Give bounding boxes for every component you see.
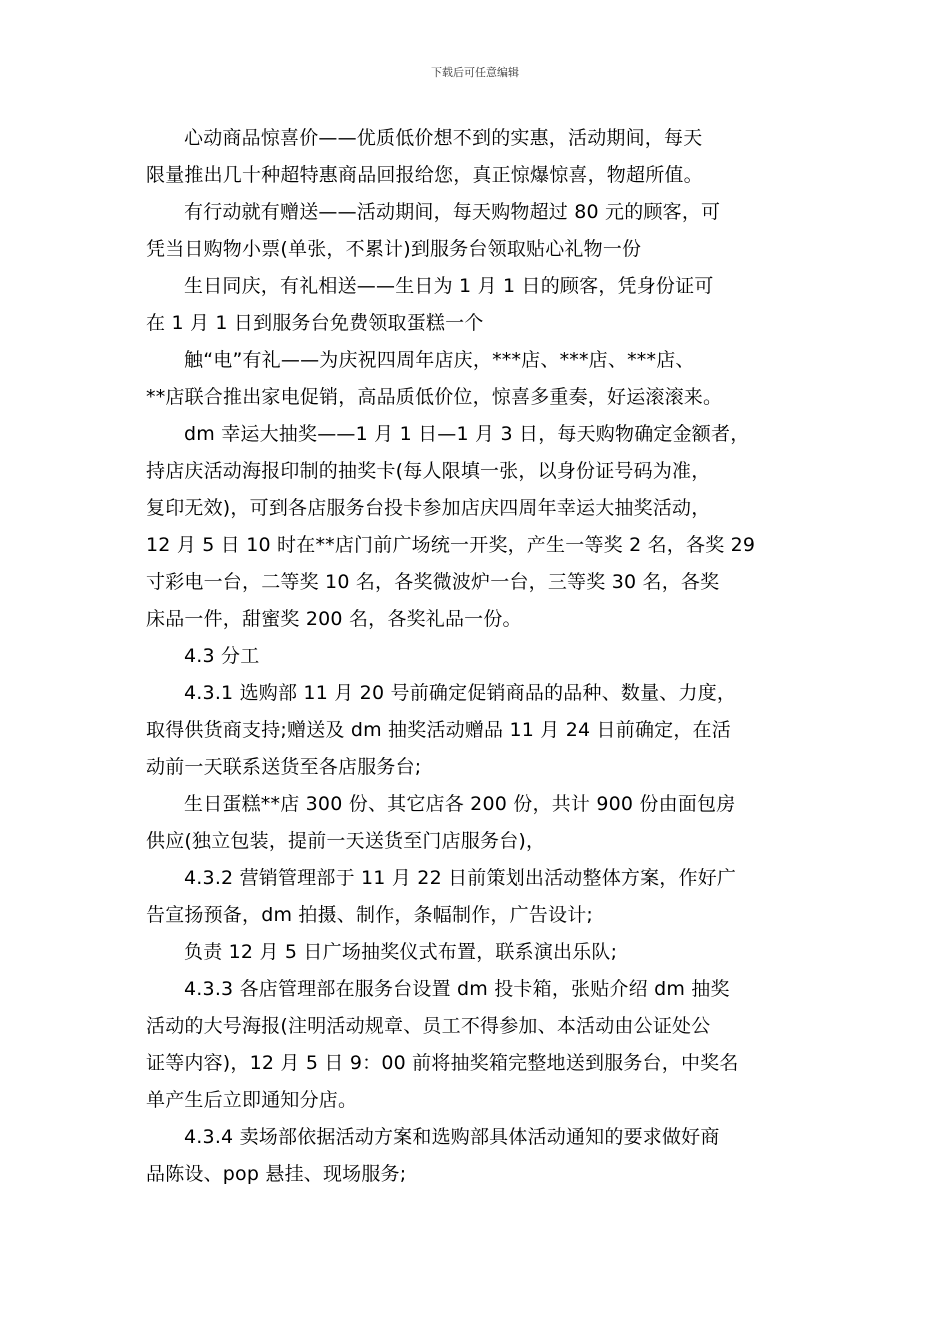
paragraph-line: 触“电”有礼——为庆祝四周年店庆，***店、***店、***店、 xyxy=(184,349,695,371)
paragraph xyxy=(146,342,816,416)
paragraph xyxy=(146,268,816,342)
paragraph-line: 4.3.3 各店管理部在服务台设置 dm 投卡箱，张贴介绍 dm 抽奖 xyxy=(184,978,730,1000)
paragraph-line: 有行动就有赠送——活动期间，每天购物超过 80 元的顾客，可 xyxy=(184,201,721,223)
paragraph-line: 单产生后立即通知分店。 xyxy=(146,1089,358,1111)
paragraph xyxy=(146,120,816,194)
paragraph-line: 取得供货商支持;赠送及 dm 抽奖活动赠品 11 月 24 日前确定，在活 xyxy=(146,719,731,741)
paragraph-line: 4.3.4 卖场部依据活动方案和选购部具体活动通知的要求做好商 xyxy=(184,1126,720,1148)
paragraph xyxy=(146,860,816,934)
paragraph xyxy=(146,971,816,1119)
paragraph-line: 4.3 分工 xyxy=(184,645,260,667)
paragraph-line: 证等内容)，12 月 5 日 9：00 前将抽奖箱完整地送到服务台，中奖名 xyxy=(146,1052,739,1074)
paragraph xyxy=(146,1119,816,1193)
paragraph xyxy=(146,786,816,860)
paragraph xyxy=(146,934,816,971)
paragraph-line: 寸彩电一台，二等奖 10 名，各奖微波炉一台，三等奖 30 名，各奖 xyxy=(146,571,720,593)
paragraph xyxy=(146,638,816,675)
paragraph-line: 动前一天联系送货至各店服务台; xyxy=(146,756,422,778)
paragraph xyxy=(146,416,816,638)
paragraph-line: 生日同庆，有礼相送——生日为 1 月 1 日的顾客，凭身份证可 xyxy=(184,275,714,297)
paragraph-line: 活动的大号海报(注明活动规章、员工不得参加、本活动由公证处公 xyxy=(146,1015,711,1037)
paragraph xyxy=(146,675,816,786)
paragraph-line: 负责 12 月 5 日广场抽奖仪式布置，联系演出乐队; xyxy=(184,941,618,963)
paragraph-line: 4.3.1 选购部 11 月 20 号前确定促销商品的品种、数量、力度， xyxy=(184,682,737,704)
paragraph-line: 生日蛋糕**店 300 份、其它店各 200 份，共计 900 份由面包房 xyxy=(184,793,736,815)
paragraph-line: 4.3.2 营销管理部于 11 月 22 日前策划出活动整体方案，作好广 xyxy=(184,867,737,889)
paragraph-line: 告宣扬预备，dm 拍摄、制作，条幅制作，广告设计; xyxy=(146,904,594,926)
document-body xyxy=(146,120,816,1193)
paragraph-line: 床品一件，甜蜜奖 200 名，各奖礼品一份。 xyxy=(146,608,522,630)
page-header-note: 下载后可任意编辑 xyxy=(431,66,519,79)
paragraph-line: 心动商品惊喜价——优质低价想不到的实惠，活动期间，每天 xyxy=(184,127,703,149)
paragraph xyxy=(146,194,816,268)
paragraph-line: 供应(独立包装，提前一天送货至门店服务台)， xyxy=(146,830,546,852)
paragraph-line: dm 幸运大抽奖——1 月 1 日—1 月 3 日，每天购物确定金额者， xyxy=(184,423,750,445)
paragraph-line: 在 1 月 1 日到服务台免费领取蛋糕一个 xyxy=(146,312,484,334)
paragraph-line: **店联合推出家电促销，高品质低价位，惊喜多重奏，好运滚滚来。 xyxy=(146,386,723,408)
paragraph-line: 限量推出几十种超特惠商品回报给您，真正惊爆惊喜，物超所值。 xyxy=(146,164,703,186)
paragraph-line: 12 月 5 日 10 时在**店门前广场统一开奖，产生一等奖 2 名，各奖 29 xyxy=(146,534,756,556)
paragraph-line: 凭当日购物小票(单张，不累计)到服务台领取贴心礼物一份 xyxy=(146,238,642,260)
paragraph-line: 复印无效)，可到各店服务台投卡参加店庆四周年幸运大抽奖活动， xyxy=(146,497,711,519)
paragraph-line: 持店庆活动海报印制的抽奖卡(每人限填一张，以身份证号码为准， xyxy=(146,460,711,482)
paragraph-line: 品陈设、pop 悬挂、现场服务; xyxy=(146,1163,407,1185)
